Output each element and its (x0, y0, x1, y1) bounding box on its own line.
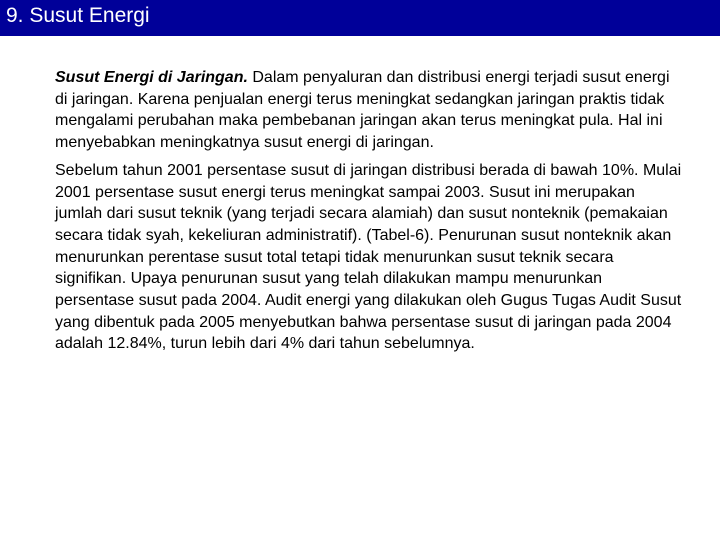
slide-title: 9. Susut Energi (6, 4, 150, 27)
paragraph-lead-heading: Susut Energi di Jaringan. (55, 69, 248, 86)
paragraph-2-text: Sebelum tahun 2001 persentase susut di jaringan distribusi berada di bawah 10%. Mulai 2001 persentase susut energi terus meningkat sampai 2003. Susut ini merupakan jumlah dari susut teknik (yang terjadi secara alamiah) dan susut nonteknik (pemakaian secara tidak syah, kekeliuran administratif). (Tabel-6). Penurunan susut nonteknik akan menurunkan perentase susut total tetapi tidak menurunkan susut teknik secara signifikan. Upaya penurunan susut yang telah dilakukan mampu menurunkan persentase susut pada 2004. Audit energi yang dilakukan oleh Gugus Tugas Audit Susut yang dibentuk pada 2005 menyebutkan bahwa persentase susut di jaringan pada 2004 adalah 12.84%, turun lebih dari 4% dari tahun sebelumnya. (55, 161, 682, 353)
paragraph-1-text: Dalam penyaluran dan distribusi energi terjadi susut energi di jaringan. Karena penjualan energi terus meningkat sedangkan jaringan praktis tidak mengalami perubahan maka pembebanan jaringan akan terus meningkat pula. Hal ini menyebabkan meningkatnya susut energi di jaringan. (55, 69, 670, 152)
paragraph-losses-history (55, 160, 685, 355)
slide-title-bar (0, 0, 720, 36)
paragraph-losses-in-network (55, 67, 685, 154)
slide-body (55, 67, 685, 355)
